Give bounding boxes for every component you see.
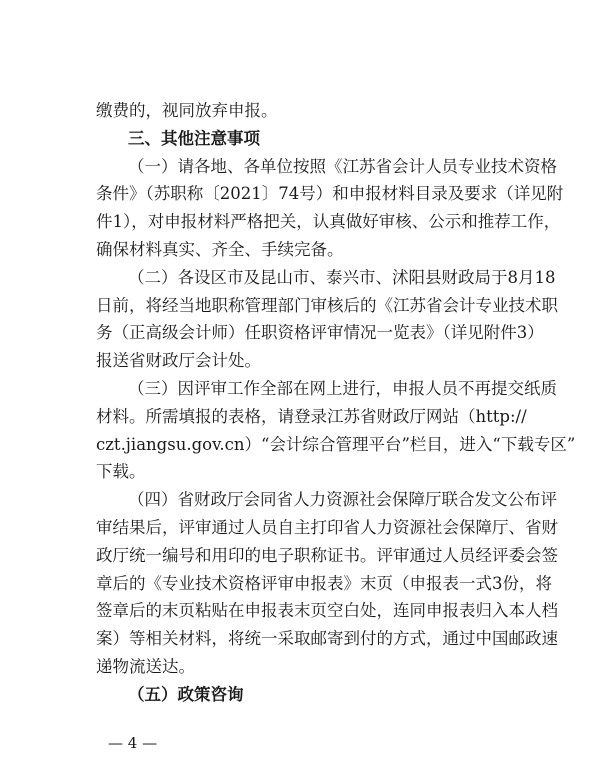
paragraph-line: 确保材料真实、齐全、手续完备。: [96, 240, 344, 259]
paragraph-line: （三）因评审工作全部在网上进行，申报人员不再提交纸质: [128, 379, 557, 398]
section-heading: 三、其他注意事项: [128, 128, 260, 148]
paragraph-line: （二）各设区市及昆山市、泰兴市、沭阳县财政局于8月18: [128, 267, 556, 287]
paragraph-line: 日前，将经当地职称管理部门审核后的《江苏省会计专业技术职: [96, 295, 558, 315]
paragraph-line: 务（正高级会计师）任职资格评审情况一览表》（详见附件3）: [96, 323, 544, 343]
paragraph-line: 案）等相关材料，将统一采取邮寄到付的方式，通过中国邮政速: [96, 629, 558, 649]
paragraph-line: 章后的《专业技术资格评审申报表》末页（申报表一式3份，将: [96, 573, 552, 593]
paragraph-line: （一）请各地、各单位按照《江苏省会计人员专业技术资格: [128, 156, 557, 176]
paragraph-line: （四）省财政厅会同省人力资源社会保障厅联合发文公布评: [128, 490, 557, 510]
paragraph-line: 缴费的，视同放弃申报。: [96, 101, 278, 120]
paragraph-line: 审结果后，评审通过人员自主打印省人力资源社会保障厅、省财: [96, 518, 558, 537]
subsection-heading: （五）政策咨询: [128, 684, 244, 704]
paragraph-line: 签章后的末页粘贴在申报表末页空白处，连同申报表归入本人档: [96, 601, 558, 621]
paragraph-line: czt.jiangsu.gov.cn）“会计综合管理平台”栏目，进入“下载专区”: [96, 434, 576, 454]
paragraph-line: 报送省财政厅会计处。: [96, 351, 261, 371]
paragraph-line: 材料。所需填报的表格，请登录江苏省财政厅网站（http://: [96, 406, 527, 426]
paragraph-line: 件1），对申报材料严格把关，认真做好审核、公示和推荐工作，: [96, 212, 561, 232]
paragraph-line: 递物流送达。: [96, 657, 195, 676]
paragraph-line: 条件》（苏职称〔2021〕74号）和申报材料目录及要求（详见附: [96, 184, 564, 204]
page-number: — 4 —: [108, 734, 158, 752]
paragraph-line: 政厅统一编号和用印的电子职称证书。评审通过人员经评委会签: [96, 545, 558, 565]
paragraph-line: 下载。: [96, 462, 146, 482]
